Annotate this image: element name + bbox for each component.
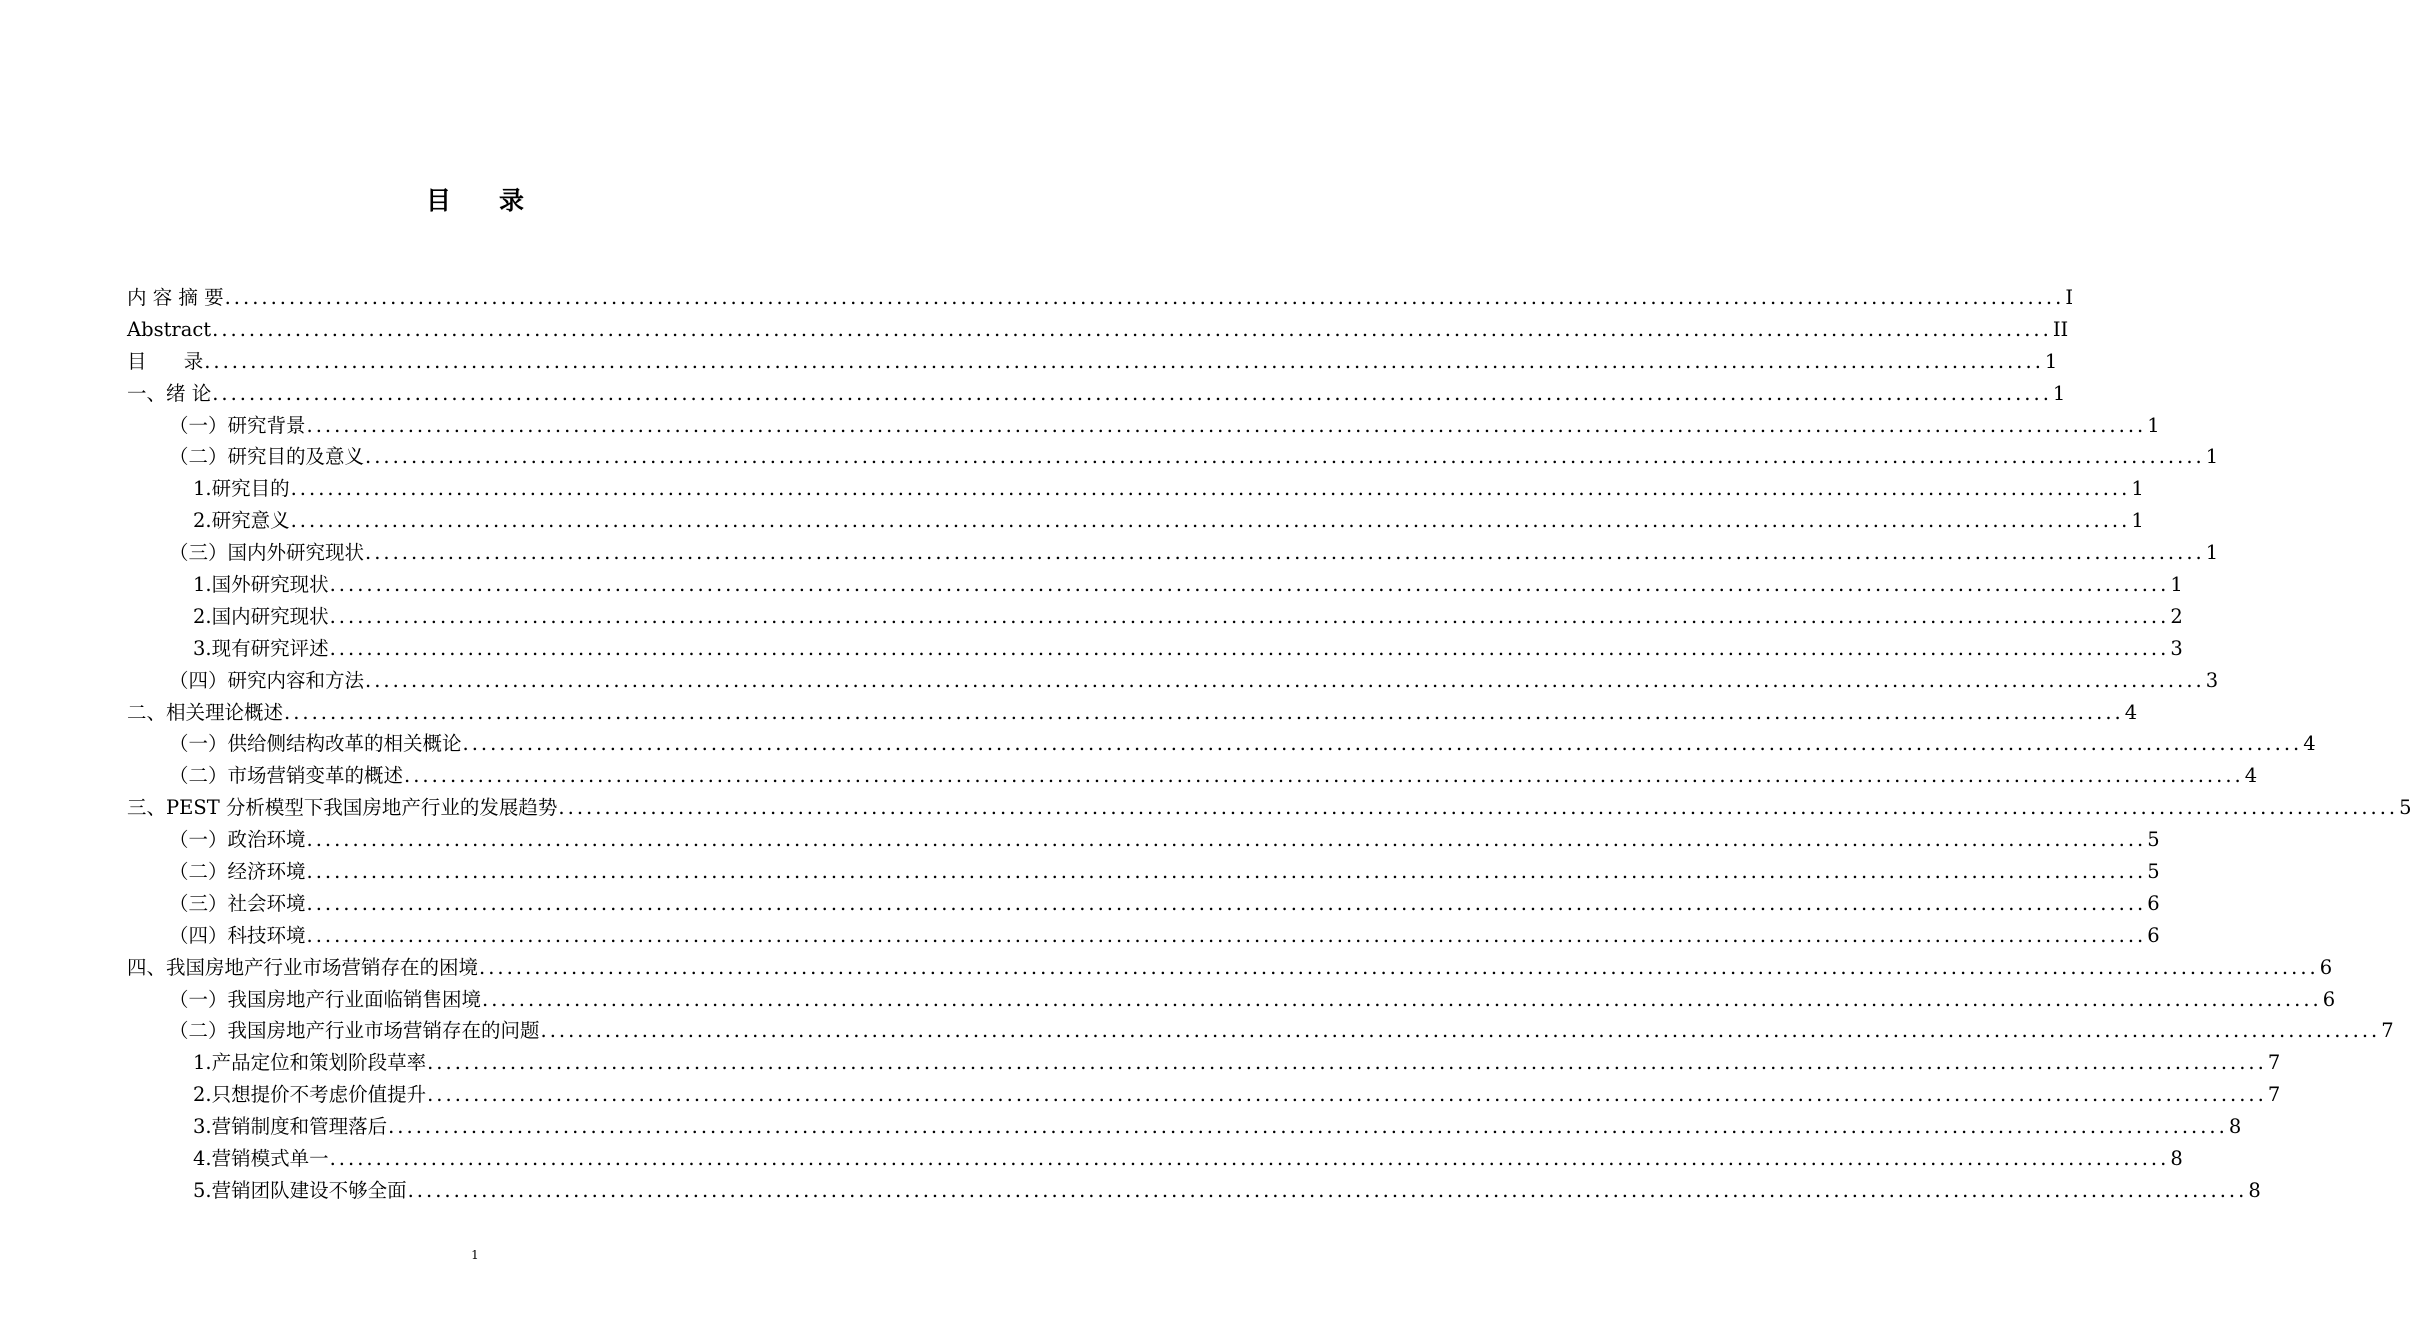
dot-leader: ........................................................................................................................................................................................................: [388, 1115, 2228, 1139]
toc-entry-label: （二）市场营销变革的概述: [169, 764, 404, 788]
dot-leader: ........................................................................................................................................................................................................: [404, 764, 2244, 788]
toc-entry-label: （一）我国房地产行业面临销售困境: [169, 987, 482, 1011]
toc-entry-page-number: 1: [2205, 445, 2219, 469]
toc-entry-label: （三）国内外研究现状: [169, 541, 365, 565]
toc-entry-page-number: 2: [2170, 604, 2183, 628]
toc-entry-label: （一）供给侧结构改革的相关概论: [169, 732, 462, 756]
toc-entry-page-number: 7: [2267, 1083, 2281, 1107]
dot-leader: ........................................................................................................................................................................................................: [558, 796, 2399, 820]
toc-entry[interactable]: [127, 1047, 2281, 1079]
toc-entry-page-number: 3: [2170, 636, 2183, 660]
dot-leader: ........................................................................................................................................................................................................: [306, 891, 2147, 915]
dot-leader: ........................................................................................................................................................................................................: [290, 509, 2131, 533]
page-title: [0, 181, 950, 217]
toc-entry-label: （二）我国房地产行业市场营销存在的问题: [169, 1019, 540, 1043]
dot-leader: ........................................................................................................................................................................................................: [306, 923, 2147, 947]
toc-entry[interactable]: [127, 697, 2138, 729]
toc-entry-page-number: 1: [2205, 541, 2219, 565]
toc-entry[interactable]: [127, 1143, 2183, 1175]
toc-entry-page-number: 1: [2052, 381, 2066, 405]
toc-entry-label: （二）研究目的及意义: [169, 445, 365, 469]
toc-entry-page-number: 8: [2228, 1115, 2242, 1139]
toc-entry[interactable]: [127, 569, 2183, 601]
toc-entry-label: （一）政治环境: [169, 828, 306, 852]
toc-entry-page-number: 7: [2267, 1051, 2281, 1075]
toc-entry-label: （四）科技环境: [169, 923, 306, 947]
toc-entry-label: 二、相关理论概述: [127, 700, 284, 724]
toc-entry[interactable]: [127, 792, 2412, 824]
toc-entry-page-number: 6: [2319, 955, 2333, 979]
toc-entry-label: 内 容 摘 要: [127, 286, 224, 309]
dot-leader: ........................................................................................................................................................................................................: [365, 668, 2205, 692]
dot-leader: ........................................................................................................................................................................................................: [479, 955, 2319, 979]
toc-entry-page-number: 8: [2170, 1147, 2183, 1171]
toc-entry[interactable]: [127, 665, 2219, 697]
toc-entry-label: 1.产品定位和策划阶段草率: [193, 1051, 427, 1075]
toc-entry[interactable]: [127, 282, 2074, 314]
dot-leader: ........................................................................................................................................................................................................: [462, 732, 2303, 756]
toc-entry-label: 4.营销模式单一: [193, 1147, 329, 1171]
toc-entry-label: 1.国外研究现状: [193, 573, 329, 597]
toc-entry-label: 2.国内研究现状: [193, 604, 329, 628]
toc-entry[interactable]: [127, 346, 2058, 378]
toc-entry[interactable]: [127, 920, 2160, 952]
toc-entry[interactable]: [127, 537, 2219, 569]
toc-entry[interactable]: [127, 888, 2160, 920]
dot-leader: ........................................................................................................................................................................................................: [482, 987, 2322, 1011]
dot-leader: ........................................................................................................................................................................................................: [365, 541, 2205, 565]
toc-entry[interactable]: [127, 952, 2333, 984]
toc-entry-label: （一）研究背景: [169, 413, 306, 437]
dot-leader: ........................................................................................................................................................................................................: [284, 700, 2124, 724]
dot-leader: ........................................................................................................................................................................................................: [212, 317, 2052, 341]
dot-leader: ........................................................................................................................................................................................................: [204, 349, 2044, 373]
dot-leader: ........................................................................................................................................................................................................: [329, 1147, 2170, 1171]
dot-leader: ........................................................................................................................................................................................................: [427, 1083, 2267, 1107]
toc-entry-page-number: 1: [2131, 477, 2144, 501]
toc-entry[interactable]: [127, 1015, 2394, 1047]
toc-entry-page-number: 6: [2147, 891, 2160, 915]
toc-entry-page-number: 4: [2124, 700, 2138, 724]
table-of-contents: [127, 282, 2412, 1207]
dot-leader: ........................................................................................................................................................................................................: [290, 477, 2131, 501]
toc-entry-page-number: 6: [2147, 923, 2160, 947]
toc-entry[interactable]: [127, 824, 2160, 856]
toc-entry[interactable]: [127, 314, 2069, 346]
toc-entry-label: 1.研究目的: [193, 477, 290, 501]
toc-entry-label: 四、我国房地产行业市场营销存在的困境: [127, 955, 479, 979]
toc-entry-page-number: 8: [2248, 1178, 2261, 1202]
toc-entry-label: Abstract: [127, 317, 212, 341]
toc-entry-page-number: 6: [2322, 987, 2336, 1011]
page-number-footer: 1: [471, 1248, 479, 1262]
dot-leader: ........................................................................................................................................................................................................: [427, 1051, 2267, 1075]
toc-entry-page-number: 1: [2044, 349, 2058, 373]
title-char-1: 目: [425, 186, 451, 215]
toc-entry-label: 一、绪 论: [127, 381, 212, 405]
toc-entry-page-number: 1: [2131, 509, 2144, 533]
toc-entry[interactable]: [127, 410, 2160, 442]
title-char-2: 录: [499, 186, 525, 215]
dot-leader: ........................................................................................................................................................................................................: [212, 381, 2052, 405]
toc-entry-page-number: 5: [2147, 860, 2160, 884]
dot-leader: ........................................................................................................................................................................................................: [306, 413, 2147, 437]
toc-entry-label: 2.只想提价不考虑价值提升: [193, 1083, 427, 1107]
toc-entry-label: 3.营销制度和管理落后: [193, 1115, 388, 1139]
toc-entry-page-number: 5: [2147, 828, 2160, 852]
toc-entry-page-number: 4: [2244, 764, 2258, 788]
dot-leader: ........................................................................................................................................................................................................: [329, 636, 2170, 660]
toc-entry[interactable]: [127, 1079, 2281, 1111]
dot-leader: ........................................................................................................................................................................................................: [540, 1019, 2381, 1043]
dot-leader: ........................................................................................................................................................................................................: [407, 1178, 2248, 1202]
toc-entry-page-number: 3: [2205, 668, 2219, 692]
toc-entry-page-number: II: [2052, 317, 2069, 341]
toc-entry-page-number: 4: [2303, 732, 2316, 756]
toc-entry-label: （三）社会环境: [169, 891, 306, 915]
toc-entry[interactable]: [127, 441, 2219, 473]
toc-entry-page-number: 1: [2170, 573, 2183, 597]
toc-entry[interactable]: [127, 473, 2144, 505]
toc-entry[interactable]: [127, 1175, 2261, 1207]
toc-entry[interactable]: [127, 760, 2258, 792]
toc-entry[interactable]: [127, 1111, 2242, 1143]
toc-entry-label: 5.营销团队建设不够全面: [193, 1178, 407, 1202]
toc-entry-label: （二）经济环境: [169, 860, 306, 884]
toc-entry-page-number: 7: [2381, 1019, 2394, 1043]
dot-leader: ........................................................................................................................................................................................................: [329, 604, 2170, 628]
toc-entry-page-number: I: [2065, 286, 2074, 309]
toc-entry[interactable]: [127, 505, 2144, 537]
toc-entry-label: （四）研究内容和方法: [169, 668, 365, 692]
dot-leader: ........................................................................................................................................................................................................: [365, 445, 2205, 469]
toc-entry-label: 3.现有研究评述: [193, 636, 329, 660]
dot-leader: ........................................................................................................................................................................................................: [224, 286, 2065, 309]
toc-entry-page-number: 1: [2147, 413, 2160, 437]
toc-entry-page-number: 5: [2399, 796, 2412, 820]
toc-entry[interactable]: [127, 633, 2183, 665]
toc-entry-label: 三、PEST 分析模型下我国房地产行业的发展趋势: [127, 796, 558, 820]
toc-entry[interactable]: [127, 378, 2066, 410]
dot-leader: ........................................................................................................................................................................................................: [306, 860, 2147, 884]
toc-entry[interactable]: [127, 856, 2160, 888]
toc-entry-label: 2.研究意义: [193, 509, 290, 533]
toc-entry[interactable]: [127, 984, 2336, 1016]
dot-leader: ........................................................................................................................................................................................................: [329, 573, 2170, 597]
dot-leader: ........................................................................................................................................................................................................: [306, 828, 2147, 852]
toc-entry[interactable]: [127, 601, 2183, 633]
toc-entry-label: 目 录: [127, 349, 204, 373]
toc-entry[interactable]: [127, 728, 2316, 760]
